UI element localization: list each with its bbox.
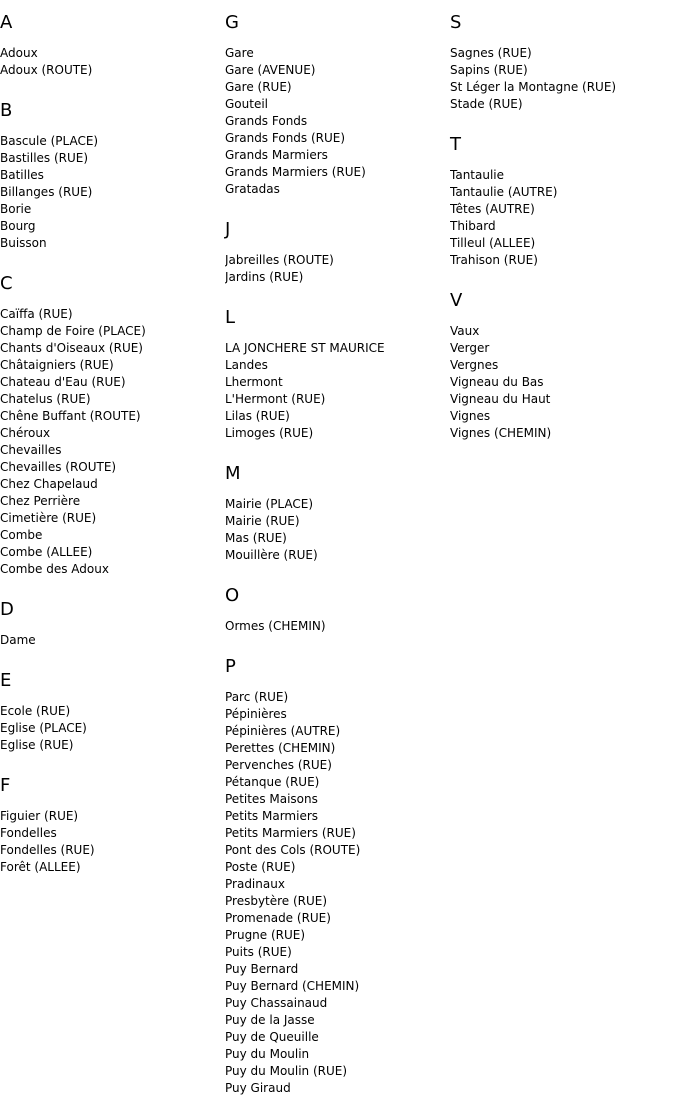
- street-list-item: [450, 340, 675, 357]
- street-link[interactable]: Dame: [0, 633, 36, 647]
- street-index-column: [0, 12, 225, 897]
- letter-heading: B: [0, 100, 13, 121]
- street-list-item: [450, 357, 675, 374]
- street-link[interactable]: Sagnes (RUE): [450, 46, 532, 60]
- street-link[interactable]: Vignes: [450, 409, 491, 423]
- street-list-item: [225, 618, 450, 635]
- street-list-item: [0, 808, 225, 825]
- street-list-item: [225, 79, 450, 96]
- street-link[interactable]: Tilleul (ALLEE): [450, 236, 536, 250]
- street-list-item: [0, 408, 225, 425]
- street-link[interactable]: Tantaulie: [450, 168, 505, 182]
- street-list-item: [225, 1046, 450, 1063]
- street-link[interactable]: Adoux: [0, 46, 38, 60]
- street-link[interactable]: Chez Chapelaud: [0, 477, 98, 491]
- street-link[interactable]: Sapins (RUE): [450, 63, 528, 77]
- street-list-item: [0, 62, 225, 79]
- street-list: [225, 45, 450, 198]
- letter-group-b: [0, 100, 225, 252]
- street-list: [0, 632, 225, 649]
- street-link[interactable]: Mas (RUE): [225, 531, 287, 545]
- street-list-item: [450, 218, 675, 235]
- street-link[interactable]: Chêne Buffant (ROUTE): [0, 409, 141, 423]
- street-list-item: [0, 323, 225, 340]
- street-list-item: [225, 425, 450, 442]
- street-list-item: [450, 201, 675, 218]
- street-link[interactable]: Pépinières: [225, 707, 287, 721]
- street-link[interactable]: Trahison (RUE): [450, 253, 538, 267]
- street-list-item: [450, 62, 675, 79]
- street-link[interactable]: Pradinaux: [225, 877, 285, 891]
- street-link[interactable]: L'Hermont (RUE): [225, 392, 326, 406]
- letter-heading: O: [225, 585, 240, 606]
- street-list: [0, 703, 225, 754]
- letter-heading: A: [0, 12, 13, 33]
- letter-group-f: [0, 775, 225, 876]
- street-list-item: [225, 96, 450, 113]
- street-list-item: [450, 323, 675, 340]
- street-list-item: [0, 825, 225, 842]
- street-index-column: [225, 12, 450, 1118]
- street-link[interactable]: Tantaulie (AUTRE): [450, 185, 558, 199]
- street-list-item: [225, 408, 450, 425]
- street-link[interactable]: Puy Bernard (CHEMIN): [225, 979, 360, 993]
- street-link[interactable]: Bastilles (RUE): [0, 151, 89, 165]
- street-list-item: [225, 374, 450, 391]
- street-list-item: [225, 147, 450, 164]
- street-list-item: [450, 252, 675, 269]
- street-list-item: [0, 442, 225, 459]
- street-list-item: [225, 723, 450, 740]
- letter-heading: E: [0, 670, 12, 691]
- street-list-item: [225, 859, 450, 876]
- street-link[interactable]: Combe: [0, 528, 43, 542]
- street-link[interactable]: Grands Fonds (RUE): [225, 131, 346, 145]
- street-list-item: [225, 547, 450, 564]
- street-list-item: [225, 995, 450, 1012]
- street-link[interactable]: Têtes (AUTRE): [450, 202, 535, 216]
- street-list-item: [0, 527, 225, 544]
- street-link[interactable]: Petits Marmiers (RUE): [225, 826, 356, 840]
- street-list-item: [0, 45, 225, 62]
- street-list-item: [450, 374, 675, 391]
- letter-heading: L: [225, 307, 236, 328]
- letter-group-e: [0, 670, 225, 754]
- letter-heading: P: [225, 656, 236, 677]
- street-list-item: [450, 45, 675, 62]
- street-list-item: [0, 235, 225, 252]
- street-link[interactable]: Perettes (CHEMIN): [225, 741, 336, 755]
- street-link[interactable]: Billanges (RUE): [0, 185, 93, 199]
- street-link[interactable]: Adoux (ROUTE): [0, 63, 93, 77]
- street-link[interactable]: Mairie (RUE): [225, 514, 300, 528]
- street-link[interactable]: Petits Marmiers: [225, 809, 319, 823]
- street-link[interactable]: Chéroux: [0, 426, 51, 440]
- street-link[interactable]: Chatelus (RUE): [0, 392, 91, 406]
- street-list-item: [0, 476, 225, 493]
- street-list-item: [0, 133, 225, 150]
- letter-group-d: [0, 599, 225, 649]
- street-list-item: [225, 1080, 450, 1097]
- street-list-item: [450, 425, 675, 442]
- street-link[interactable]: Eglise (PLACE): [0, 721, 87, 735]
- street-link[interactable]: Landes: [225, 358, 268, 372]
- street-list-item: [0, 201, 225, 218]
- street-link[interactable]: St Léger la Montagne (RUE): [450, 80, 617, 94]
- street-link[interactable]: Gratadas: [225, 182, 280, 196]
- street-link[interactable]: Fondelles: [0, 826, 57, 840]
- letter-heading: F: [0, 775, 11, 796]
- street-list-item: [450, 96, 675, 113]
- street-list-item: [450, 167, 675, 184]
- street-link[interactable]: Promenade (RUE): [225, 911, 331, 925]
- street-list-item: [225, 757, 450, 774]
- street-link[interactable]: Jardins (RUE): [225, 270, 304, 284]
- street-list-item: [0, 510, 225, 527]
- street-list-item: [225, 269, 450, 286]
- letter-heading: C: [0, 273, 13, 294]
- street-link[interactable]: Pétanque (RUE): [225, 775, 320, 789]
- street-list: [225, 618, 450, 635]
- street-list: [450, 167, 675, 269]
- street-link[interactable]: Lhermont: [225, 375, 283, 389]
- street-list: [225, 340, 450, 442]
- street-link[interactable]: Puits (RUE): [225, 945, 292, 959]
- street-link[interactable]: Eglise (RUE): [0, 738, 74, 752]
- street-list-item: [225, 842, 450, 859]
- letter-heading: S: [450, 12, 462, 33]
- street-list-item: [225, 1012, 450, 1029]
- street-link[interactable]: Vigneau du Haut: [450, 392, 551, 406]
- street-link[interactable]: Châtaigniers (RUE): [0, 358, 114, 372]
- street-link[interactable]: LA JONCHERE ST MAURICE: [225, 341, 385, 355]
- street-link[interactable]: Gare (RUE): [225, 80, 292, 94]
- street-link[interactable]: Gouteil: [225, 97, 269, 111]
- street-list-item: [0, 357, 225, 374]
- street-link[interactable]: Limoges (RUE): [225, 426, 314, 440]
- letter-heading: J: [225, 219, 231, 240]
- street-link[interactable]: Ormes (CHEMIN): [225, 619, 326, 633]
- street-list-item: [225, 808, 450, 825]
- street-list-item: [225, 164, 450, 181]
- street-link[interactable]: Gare (AVENUE): [225, 63, 316, 77]
- street-list-item: [225, 513, 450, 530]
- street-list-item: [450, 408, 675, 425]
- street-link[interactable]: Thibard: [450, 219, 496, 233]
- street-list-item: [450, 391, 675, 408]
- street-list-item: [225, 391, 450, 408]
- street-link[interactable]: Chez Perrière: [0, 494, 81, 508]
- street-link[interactable]: Chants d'Oiseaux (RUE): [0, 341, 143, 355]
- street-list: [0, 808, 225, 876]
- letter-heading: M: [225, 463, 241, 484]
- street-link[interactable]: Batilles: [0, 168, 44, 182]
- street-link[interactable]: Vignes (CHEMIN): [450, 426, 552, 440]
- street-link[interactable]: Puy du Moulin (RUE): [225, 1064, 348, 1078]
- street-list-item: [0, 425, 225, 442]
- street-list-item: [0, 150, 225, 167]
- street-link[interactable]: Presbytère (RUE): [225, 894, 328, 908]
- street-link[interactable]: Mairie (PLACE): [225, 497, 314, 511]
- street-list-item: [225, 927, 450, 944]
- street-list-item: [225, 357, 450, 374]
- street-link[interactable]: Pépinières (AUTRE): [225, 724, 341, 738]
- letter-heading: D: [0, 599, 14, 620]
- street-list-item: [225, 340, 450, 357]
- street-list-item: [225, 130, 450, 147]
- letter-group-p: [225, 656, 450, 1097]
- street-list-item: [450, 79, 675, 96]
- street-list: [225, 689, 450, 1097]
- street-list-item: [225, 45, 450, 62]
- street-link[interactable]: Parc (RUE): [225, 690, 289, 704]
- street-list: [225, 252, 450, 286]
- street-link[interactable]: Bascule (PLACE): [0, 134, 99, 148]
- street-link[interactable]: Vaux: [450, 324, 480, 338]
- street-list-item: [225, 774, 450, 791]
- street-list-item: [225, 961, 450, 978]
- letter-group-l: [225, 307, 450, 442]
- street-list-item: [225, 1063, 450, 1080]
- street-list-item: [225, 689, 450, 706]
- street-link[interactable]: Grands Marmiers (RUE): [225, 165, 366, 179]
- letter-group-t: [450, 134, 675, 269]
- street-link[interactable]: Figuier (RUE): [0, 809, 79, 823]
- letter-group-c: [0, 273, 225, 578]
- street-list: [450, 323, 675, 442]
- street-list-item: [225, 62, 450, 79]
- letter-group-j: [225, 219, 450, 286]
- street-list-item: [450, 184, 675, 201]
- street-list-item: [0, 842, 225, 859]
- street-link[interactable]: Puy du Moulin: [225, 1047, 310, 1061]
- letter-group-g: [225, 12, 450, 198]
- street-list-item: [0, 493, 225, 510]
- street-link[interactable]: Pervenches (RUE): [225, 758, 332, 772]
- street-list-item: [0, 859, 225, 876]
- street-list-item: [0, 374, 225, 391]
- street-list-item: [225, 252, 450, 269]
- street-link[interactable]: Gare: [225, 46, 254, 60]
- letter-group-s: [450, 12, 675, 113]
- street-link[interactable]: Pont des Cols (ROUTE): [225, 843, 361, 857]
- street-link[interactable]: Champ de Foire (PLACE): [0, 324, 146, 338]
- street-list-item: [0, 544, 225, 561]
- street-list-item: [225, 530, 450, 547]
- street-link[interactable]: Caïffa (RUE): [0, 307, 73, 321]
- street-link[interactable]: Grands Marmiers: [225, 148, 328, 162]
- street-link[interactable]: Puy Giraud: [225, 1081, 291, 1095]
- street-link[interactable]: Fondelles (RUE): [0, 843, 95, 857]
- street-link[interactable]: Prugne (RUE): [225, 928, 306, 942]
- street-index-column: [450, 12, 675, 463]
- street-link[interactable]: Bourg: [0, 219, 36, 233]
- street-list: [450, 45, 675, 113]
- letter-group-v: [450, 290, 675, 442]
- street-link[interactable]: Borie: [0, 202, 32, 216]
- street-list-item: [0, 184, 225, 201]
- street-list-item: [0, 167, 225, 184]
- street-link[interactable]: Combe (ALLEE): [0, 545, 93, 559]
- street-link[interactable]: Puy de la Jasse: [225, 1013, 315, 1027]
- street-link[interactable]: Puy de Queuille: [225, 1030, 319, 1044]
- street-link[interactable]: Lilas (RUE): [225, 409, 290, 423]
- street-list-item: [225, 1029, 450, 1046]
- street-link[interactable]: Ecole (RUE): [0, 704, 71, 718]
- street-link[interactable]: Vigneau du Bas: [450, 375, 544, 389]
- street-link[interactable]: Chevailles (ROUTE): [0, 460, 117, 474]
- street-link[interactable]: Forêt (ALLEE): [0, 860, 81, 874]
- street-list-item: [450, 235, 675, 252]
- street-link[interactable]: Poste (RUE): [225, 860, 296, 874]
- street-list-item: [0, 218, 225, 235]
- street-link[interactable]: Mouillère (RUE): [225, 548, 318, 562]
- street-link[interactable]: Vergnes: [450, 358, 499, 372]
- street-link[interactable]: Grands Fonds: [225, 114, 308, 128]
- street-list-item: [0, 306, 225, 323]
- street-list-item: [0, 720, 225, 737]
- street-list: [0, 45, 225, 79]
- letter-group-m: [225, 463, 450, 564]
- street-link[interactable]: Petites Maisons: [225, 792, 318, 806]
- street-list-item: [225, 496, 450, 513]
- street-list: [0, 306, 225, 578]
- street-list-item: [225, 181, 450, 198]
- street-list-item: [0, 703, 225, 720]
- street-list-item: [225, 876, 450, 893]
- street-link[interactable]: Puy Chassainaud: [225, 996, 328, 1010]
- street-list-item: [0, 737, 225, 754]
- street-link[interactable]: Chateau d'Eau (RUE): [0, 375, 126, 389]
- street-list: [0, 133, 225, 252]
- street-list-item: [225, 825, 450, 842]
- street-link[interactable]: Verger: [450, 341, 490, 355]
- letter-heading: T: [450, 134, 461, 155]
- letter-group-o: [225, 585, 450, 635]
- street-link[interactable]: Buisson: [0, 236, 47, 250]
- street-list-item: [0, 632, 225, 649]
- street-list-item: [225, 910, 450, 927]
- letter-heading: G: [225, 12, 239, 33]
- street-list-item: [225, 113, 450, 130]
- street-list-item: [225, 893, 450, 910]
- street-list-item: [225, 978, 450, 995]
- street-list-item: [225, 791, 450, 808]
- street-link[interactable]: Puy Bernard: [225, 962, 299, 976]
- street-list-item: [0, 459, 225, 476]
- street-list-item: [225, 740, 450, 757]
- street-list-item: [0, 340, 225, 357]
- street-link[interactable]: Chevailles: [0, 443, 62, 457]
- street-list-item: [0, 391, 225, 408]
- street-link[interactable]: Combe des Adoux: [0, 562, 109, 576]
- street-list-item: [225, 706, 450, 723]
- letter-group-a: [0, 12, 225, 79]
- street-list-item: [0, 561, 225, 578]
- letter-heading: V: [450, 290, 463, 311]
- street-link[interactable]: Cimetière (RUE): [0, 511, 97, 525]
- street-link[interactable]: Stade (RUE): [450, 97, 523, 111]
- street-link[interactable]: Jabreilles (ROUTE): [225, 253, 334, 267]
- street-list: [225, 496, 450, 564]
- street-list-item: [225, 944, 450, 961]
